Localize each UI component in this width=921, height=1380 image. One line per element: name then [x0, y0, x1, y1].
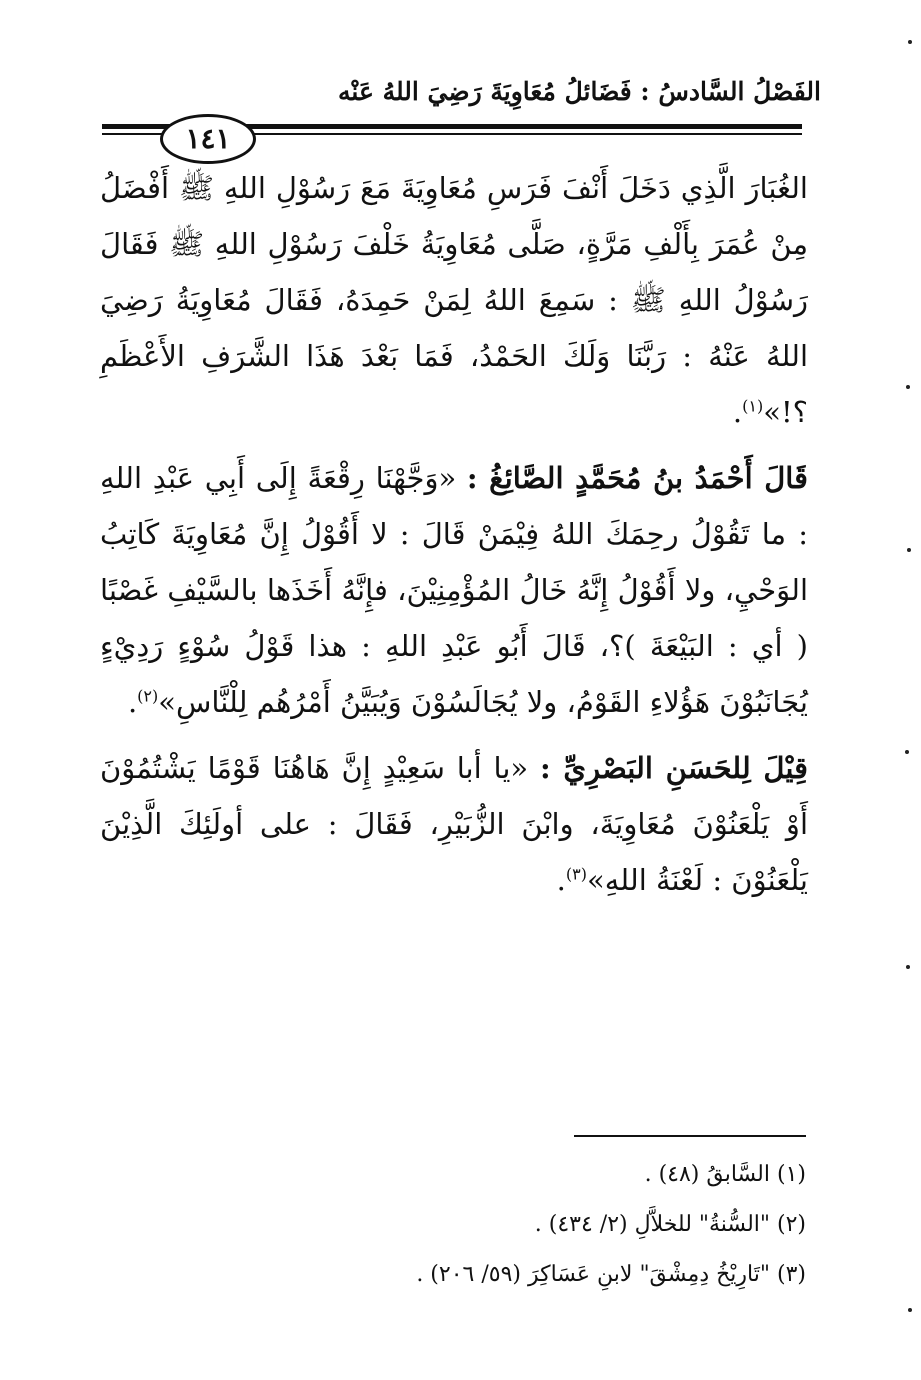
- paragraph-1-text: الغُبَارَ الَّذِي دَخَلَ أَنْفَ فَرَسِ مُعَاوِيَةَ مَعَ رَسُوْلِ اللهِ ﷺ أَفْضَلُ مِنْ عُمَرَ بِأَلْفِ مَرَّةٍ، صَلَّى مُعَاوِيَةُ خَلْفَ رَسُوْلِ اللهِ ﷺ فَقَالَ رَسُوْلُ اللهِ ﷺ : سَمِعَ اللهُ لِمَنْ حَمِدَهُ، فَقَالَ مُعَاوِيَةُ رَضِيَ اللهُ عَنْهُ : رَبَّنَا وَلَكَ الحَمْدُ، فَمَا بَعْدَ هَذَا الشَّرَفِ الأَعْظَمِ ؟!»: [100, 171, 808, 429]
- paragraph-1: الغُبَارَ الَّذِي دَخَلَ أَنْفَ فَرَسِ مُعَاوِيَةَ مَعَ رَسُوْلِ اللهِ ﷺ أَفْضَلُ مِنْ عُمَرَ بِأَلْفِ مَرَّةٍ، صَلَّى مُعَاوِيَةُ خَلْفَ رَسُوْلِ اللهِ ﷺ فَقَالَ رَسُوْلُ اللهِ ﷺ : سَمِعَ اللهُ لِمَنْ حَمِدَهُ، فَقَالَ مُعَاوِيَةُ رَضِيَ اللهُ عَنْهُ : رَبَّنَا وَلَكَ الحَمْدُ، فَمَا بَعْدَ هَذَا الشَّرَفِ الأَعْظَمِ ؟!»$^{(١)}$.: [100, 171, 808, 429]
- scan-speck: [906, 385, 910, 389]
- paragraph-3-text: «يا أبا سَعِيْدٍ إِنَّ هَاهُنَا قَوْمًا يَشْتُمُوْنَ أَوْ يَلْعَنُوْنَ مُعَاوِيَةَ، وابْنَ الزُّبَيْرِ، فَقَالَ : على أولَئِكَ الَّذِيْنَ يَلْعَنُوْنَ : لَعْنَةُ اللهِ»: [100, 751, 808, 897]
- scan-speck: [905, 750, 909, 754]
- footnotes: [160, 1150, 806, 1300]
- footnote-3: (٣) "تَارِيْخُ دِمِشْقَ" لابنِ عَسَاكِرَ (٥٩/ ٢٠٦) .: [416, 1262, 806, 1287]
- page-number: ١٤١: [160, 114, 256, 164]
- paragraph-2-speaker: قَالَ أَحْمَدُ بنُ مُحَمَّدٍ الصَّائِغُ :: [466, 461, 808, 495]
- paragraph-2: قَالَ أَحْمَدُ بنُ مُحَمَّدٍ الصَّائِغُ : «وَجَّهْنَا رِقْعَةً إِلَى أَبِي عَبْدِ اللهِ : ما تَقُوْلُ رحِمَكَ اللهُ فِيْمَنْ قَالَ : لا أَقُوْلُ إِنَّ مُعَاوِيَةَ كَاتِبُ الوَحْيِ، ولا أَقُوْلُ إِنَّهُ خَالُ المُؤْمِنِيْنَ، فإِنَّهُ أَخَذَها بالسَّيْفِ غَصْبًا ( أي : البَيْعَةَ )؟، قَالَ أَبُو عَبْدِ اللهِ : هذا قَوْلُ سُوْءٍ رَدِيْءٍ يُجَانَبُوْنَ هَؤُلاءِ القَوْمُ، ولا يُجَالَسُوْنَ وَيُبَيَّنُ أَمْرُهُم لِلْنَّاسِ»$^{(٢)}$.: [100, 461, 808, 719]
- paragraph-3: قِيْلَ لِلحَسَنِ البَصْرِيِّ : «يا أبا سَعِيْدٍ إِنَّ هَاهُنَا قَوْمًا يَشْتُمُوْنَ أَوْ يَلْعَنُوْنَ مُعَاوِيَةَ، وابْنَ الزُّبَيْرِ، فَقَالَ : على أولَئِكَ الَّذِيْنَ يَلْعَنُوْنَ : لَعْنَةُ اللهِ»$^{(٣)}$.: [100, 751, 809, 897]
- footnote-separator: [574, 1135, 806, 1137]
- scan-speck: [908, 1308, 912, 1312]
- footnote-ref-3: (٣): [565, 864, 587, 884]
- running-header: الفَصْلُ السَّادسُ : فَضَائلُ مُعَاوِيَةَ رَضِيَ اللهُ عَنْه: [338, 77, 821, 106]
- scan-speck: [907, 548, 911, 552]
- footnote-ref-2: (٢): [137, 686, 159, 706]
- scan-speck: [908, 40, 912, 44]
- scan-speck: [906, 965, 910, 969]
- footnote-ref-1: (١): [742, 396, 764, 416]
- body-text: [100, 160, 808, 918]
- footnote-2: (٢) "السُّنةُ" للخلاَّلِ (٢/ ٤٣٤) .: [534, 1212, 806, 1237]
- paragraph-2-text: «وَجَّهْنَا رِقْعَةً إِلَى أَبِي عَبْدِ اللهِ : ما تَقُوْلُ رحِمَكَ اللهُ فِيْمَنْ قَالَ : لا أَقُوْلُ إِنَّ مُعَاوِيَةَ كَاتِبُ الوَحْيِ، ولا أَقُوْلُ إِنَّهُ خَالُ المُؤْمِنِيْنَ، فإِنَّهُ أَخَذَها بالسَّيْفِ غَصْبًا ( أي : البَيْعَةَ )؟، قَالَ أَبُو عَبْدِ اللهِ : هذا قَوْلُ سُوْءٍ رَدِيْءٍ يُجَانَبُوْنَ هَؤُلاءِ القَوْمُ، ولا يُجَالَسُوْنَ وَيُبَيَّنُ أَمْرُهُم لِلْنَّاسِ»: [100, 461, 808, 719]
- footnote-1: (١) السَّابقُ (٤٨) .: [644, 1162, 806, 1187]
- paragraph-3-speaker: قِيْلَ لِلحَسَنِ البَصْرِيِّ :: [540, 751, 809, 785]
